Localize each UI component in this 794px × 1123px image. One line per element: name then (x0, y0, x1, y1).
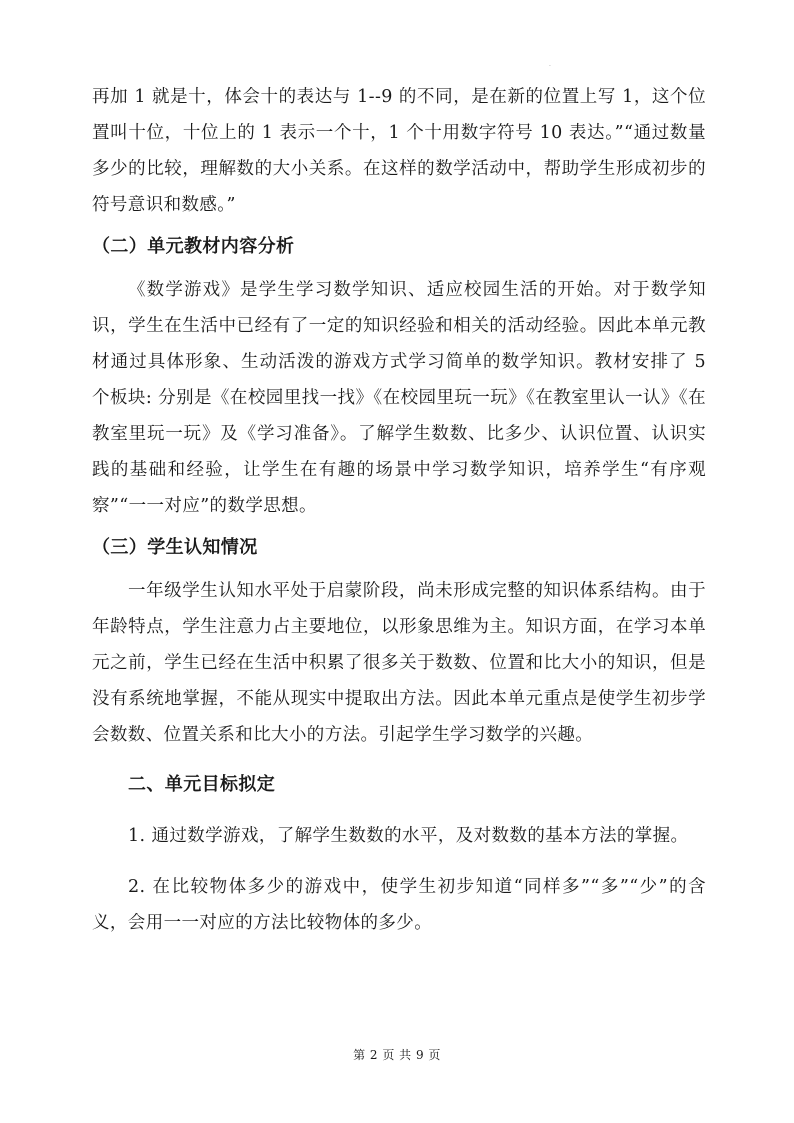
page-footer: 第 2 页 共 9 页 (353, 1048, 441, 1062)
student-cognition-paragraph: 一年级学生认知水平处于启蒙阶段，尚未形成完整的知识体系结构。由于年龄特点，学生注意力占主要地位，以形象思维为主。知识方面，在学习本单元之前，学生已经在生活中积累了很多关于数数、位置和比大小的知识，但是没有系统地掌握，不能从现实中提取出方法。因此本单元重点是使学生初步学会数数、位置关系和比大小的方法。引起学生学习数学的兴趣。 (92, 581, 706, 745)
section-heading-textbook-analysis: （二）单元教材内容分析 (92, 236, 295, 257)
corner-mark: . (549, 61, 551, 68)
section-heading-unit-goals: 二、单元目标拟定 (128, 774, 276, 795)
page-content (92, 79, 706, 941)
section-heading-student-cognition: （三）学生认知情况 (92, 537, 258, 558)
goal-item-2: 2. 在比较物体多少的游戏中，使学生初步知道“同样多”“多”“少”的含义，会用一一对应的方法比较物体的多少。 (92, 877, 706, 933)
goal-item-1: 1. 通过数学游戏，了解学生数数的水平，及对数数的基本方法的掌握。 (128, 826, 689, 846)
textbook-analysis-paragraph: 《数学游戏》是学生学习数学知识、适应校园生活的开始。对于数学知识，学生在生活中已经有了一定的知识经验和相关的活动经验。因此本单元教材通过具体形象、生动活泼的游戏方式学习简单的数学知识。教材安排了 5 个板块: 分别是《在校园里找一找》《在校园里玩一玩》《在教室里认一认》《在教室里玩一玩》及《学习准备》。了解学生数数、比多少、认识位置、认识实践的基础和经验，让学生在有趣的场景中学习数学知识，培养学生“有序观察”“一一对应”的数学思想。 (92, 280, 706, 516)
intro-paragraph: 再加 1 就是十，体会十的表达与 1--9 的不同，是在新的位置上写 1，这个位置叫十位，十位上的 1 表示一个十，1 个十用数字符号 10 表达。”“通过数量多少的比较，理解数的大小关系。在这样的数学活动中，帮助学生形成初步的符号意识和数感。” (92, 87, 706, 215)
